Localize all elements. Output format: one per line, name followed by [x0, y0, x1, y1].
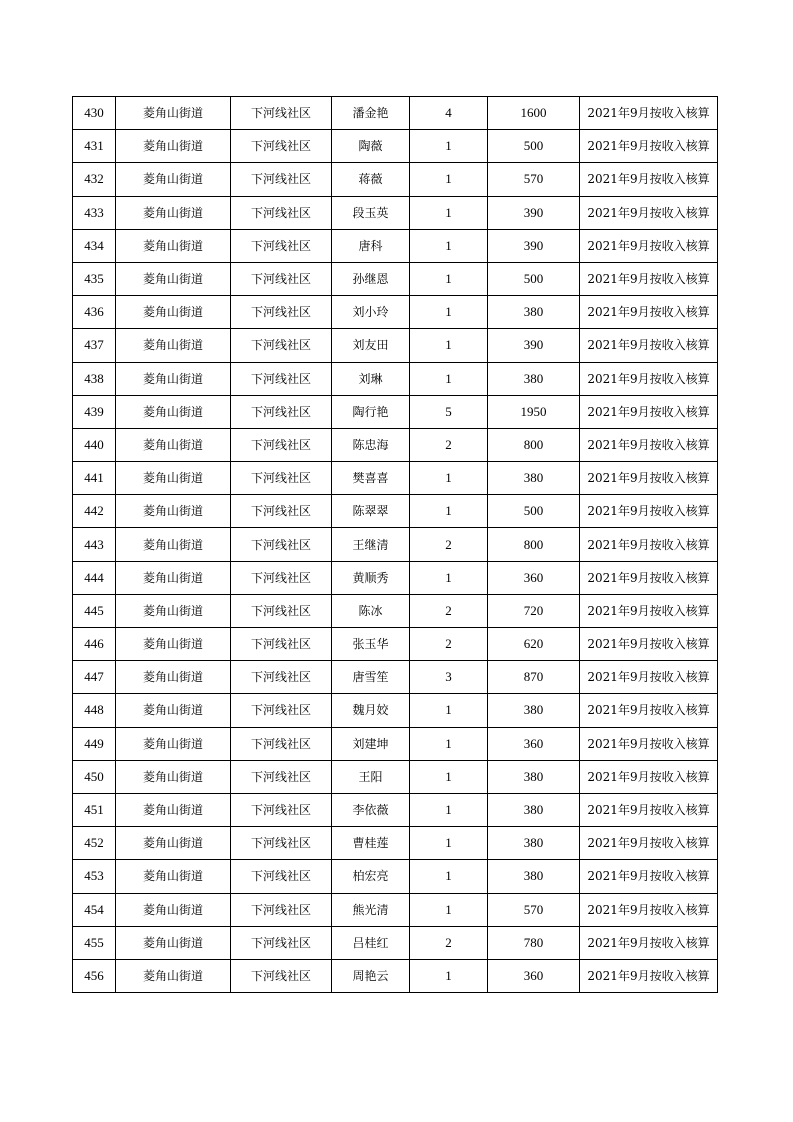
subsidy-amount-cell: 360: [488, 959, 580, 992]
table-row: [73, 860, 718, 893]
subsidy-amount-cell: 720: [488, 594, 580, 627]
household-size-cell: 2: [410, 528, 488, 561]
subsidy-amount-cell: 500: [488, 262, 580, 295]
row-number-cell: 435: [73, 262, 116, 295]
subsidy-amount-cell: 380: [488, 760, 580, 793]
note-cell: 2021年9月按收入核算: [580, 827, 718, 860]
community-cell: 下河线社区: [231, 130, 332, 163]
community-cell: 下河线社区: [231, 926, 332, 959]
recipient-name-cell: 陈翠翠: [332, 495, 410, 528]
note-cell: 2021年9月按收入核算: [580, 661, 718, 694]
row-number-cell: 432: [73, 163, 116, 196]
subsidy-amount-cell: 780: [488, 926, 580, 959]
street-cell: 菱角山街道: [116, 661, 231, 694]
household-size-cell: 1: [410, 694, 488, 727]
household-size-cell: 4: [410, 97, 488, 130]
street-cell: 菱角山街道: [116, 395, 231, 428]
note-cell: 2021年9月按收入核算: [580, 628, 718, 661]
household-size-cell: 2: [410, 926, 488, 959]
note-cell: 2021年9月按收入核算: [580, 727, 718, 760]
household-size-cell: 1: [410, 561, 488, 594]
household-size-cell: 1: [410, 462, 488, 495]
table-row: [73, 97, 718, 130]
street-cell: 菱角山街道: [116, 229, 231, 262]
street-cell: 菱角山街道: [116, 528, 231, 561]
community-cell: 下河线社区: [231, 893, 332, 926]
table-row: [73, 528, 718, 561]
recipient-name-cell: 陈冰: [332, 594, 410, 627]
street-cell: 菱角山街道: [116, 462, 231, 495]
street-cell: 菱角山街道: [116, 860, 231, 893]
subsidy-amount-cell: 380: [488, 827, 580, 860]
subsidy-amount-cell: 360: [488, 727, 580, 760]
row-number-cell: 442: [73, 495, 116, 528]
row-number-cell: 438: [73, 362, 116, 395]
table-row: [73, 594, 718, 627]
community-cell: 下河线社区: [231, 860, 332, 893]
note-cell: 2021年9月按收入核算: [580, 959, 718, 992]
household-size-cell: 1: [410, 495, 488, 528]
recipient-name-cell: 李依薇: [332, 793, 410, 826]
recipient-name-cell: 樊喜喜: [332, 462, 410, 495]
table-row: [73, 130, 718, 163]
household-size-cell: 3: [410, 661, 488, 694]
community-cell: 下河线社区: [231, 959, 332, 992]
row-number-cell: 456: [73, 959, 116, 992]
community-cell: 下河线社区: [231, 395, 332, 428]
row-number-cell: 440: [73, 428, 116, 461]
table-row: [73, 428, 718, 461]
street-cell: 菱角山街道: [116, 130, 231, 163]
household-size-cell: 1: [410, 163, 488, 196]
street-cell: 菱角山街道: [116, 196, 231, 229]
row-number-cell: 450: [73, 760, 116, 793]
street-cell: 菱角山街道: [116, 628, 231, 661]
recipient-name-cell: 张玉华: [332, 628, 410, 661]
subsidy-amount-cell: 360: [488, 561, 580, 594]
subsidy-amount-cell: 380: [488, 860, 580, 893]
row-number-cell: 433: [73, 196, 116, 229]
table-row: [73, 827, 718, 860]
subsidy-amount-cell: 390: [488, 329, 580, 362]
note-cell: 2021年9月按收入核算: [580, 462, 718, 495]
street-cell: 菱角山街道: [116, 893, 231, 926]
subsidy-amount-cell: 800: [488, 428, 580, 461]
recipient-name-cell: 唐雪笙: [332, 661, 410, 694]
note-cell: 2021年9月按收入核算: [580, 229, 718, 262]
note-cell: 2021年9月按收入核算: [580, 561, 718, 594]
recipient-name-cell: 陶行艳: [332, 395, 410, 428]
table-row: [73, 926, 718, 959]
note-cell: 2021年9月按收入核算: [580, 428, 718, 461]
community-cell: 下河线社区: [231, 97, 332, 130]
subsidy-amount-cell: 870: [488, 661, 580, 694]
subsidy-amount-cell: 390: [488, 229, 580, 262]
note-cell: 2021年9月按收入核算: [580, 395, 718, 428]
community-cell: 下河线社区: [231, 163, 332, 196]
note-cell: 2021年9月按收入核算: [580, 528, 718, 561]
recipient-name-cell: 蒋薇: [332, 163, 410, 196]
table-row: [73, 196, 718, 229]
community-cell: 下河线社区: [231, 628, 332, 661]
recipient-name-cell: 魏月姣: [332, 694, 410, 727]
street-cell: 菱角山街道: [116, 727, 231, 760]
row-number-cell: 439: [73, 395, 116, 428]
note-cell: 2021年9月按收入核算: [580, 760, 718, 793]
community-cell: 下河线社区: [231, 296, 332, 329]
note-cell: 2021年9月按收入核算: [580, 694, 718, 727]
note-cell: 2021年9月按收入核算: [580, 262, 718, 295]
table-row: [73, 760, 718, 793]
table-row: [73, 229, 718, 262]
community-cell: 下河线社区: [231, 594, 332, 627]
street-cell: 菱角山街道: [116, 97, 231, 130]
household-size-cell: 2: [410, 428, 488, 461]
community-cell: 下河线社区: [231, 760, 332, 793]
row-number-cell: 446: [73, 628, 116, 661]
household-size-cell: 1: [410, 130, 488, 163]
street-cell: 菱角山街道: [116, 495, 231, 528]
note-cell: 2021年9月按收入核算: [580, 97, 718, 130]
community-cell: 下河线社区: [231, 793, 332, 826]
table-row: [73, 495, 718, 528]
note-cell: 2021年9月按收入核算: [580, 362, 718, 395]
community-cell: 下河线社区: [231, 262, 332, 295]
community-cell: 下河线社区: [231, 495, 332, 528]
recipient-name-cell: 王继清: [332, 528, 410, 561]
household-size-cell: 2: [410, 628, 488, 661]
table-row: [73, 893, 718, 926]
recipient-name-cell: 陶薇: [332, 130, 410, 163]
street-cell: 菱角山街道: [116, 694, 231, 727]
household-size-cell: 1: [410, 760, 488, 793]
community-cell: 下河线社区: [231, 561, 332, 594]
note-cell: 2021年9月按收入核算: [580, 594, 718, 627]
recipient-name-cell: 刘友田: [332, 329, 410, 362]
row-number-cell: 437: [73, 329, 116, 362]
street-cell: 菱角山街道: [116, 362, 231, 395]
street-cell: 菱角山街道: [116, 163, 231, 196]
household-size-cell: 1: [410, 727, 488, 760]
subsidy-amount-cell: 800: [488, 528, 580, 561]
household-size-cell: 1: [410, 362, 488, 395]
note-cell: 2021年9月按收入核算: [580, 860, 718, 893]
subsidy-amount-cell: 570: [488, 893, 580, 926]
subsidy-amount-cell: 380: [488, 793, 580, 826]
household-size-cell: 1: [410, 860, 488, 893]
street-cell: 菱角山街道: [116, 827, 231, 860]
recipient-table-body: [73, 97, 718, 993]
community-cell: 下河线社区: [231, 229, 332, 262]
row-number-cell: 447: [73, 661, 116, 694]
street-cell: 菱角山街道: [116, 428, 231, 461]
household-size-cell: 1: [410, 229, 488, 262]
recipient-table: [72, 96, 718, 993]
table-row: [73, 793, 718, 826]
community-cell: 下河线社区: [231, 694, 332, 727]
subsidy-amount-cell: 500: [488, 495, 580, 528]
row-number-cell: 430: [73, 97, 116, 130]
table-row: [73, 362, 718, 395]
row-number-cell: 444: [73, 561, 116, 594]
household-size-cell: 1: [410, 793, 488, 826]
household-size-cell: 1: [410, 296, 488, 329]
household-size-cell: 1: [410, 893, 488, 926]
row-number-cell: 453: [73, 860, 116, 893]
recipient-name-cell: 孙继恩: [332, 262, 410, 295]
row-number-cell: 436: [73, 296, 116, 329]
household-size-cell: 5: [410, 395, 488, 428]
street-cell: 菱角山街道: [116, 959, 231, 992]
community-cell: 下河线社区: [231, 528, 332, 561]
table-row: [73, 959, 718, 992]
recipient-name-cell: 熊光清: [332, 893, 410, 926]
subsidy-amount-cell: 1600: [488, 97, 580, 130]
subsidy-amount-cell: 380: [488, 296, 580, 329]
recipient-name-cell: 陈忠海: [332, 428, 410, 461]
table-row: [73, 329, 718, 362]
row-number-cell: 434: [73, 229, 116, 262]
household-size-cell: 1: [410, 329, 488, 362]
recipient-name-cell: 柏宏亮: [332, 860, 410, 893]
street-cell: 菱角山街道: [116, 329, 231, 362]
community-cell: 下河线社区: [231, 329, 332, 362]
table-row: [73, 262, 718, 295]
subsidy-amount-cell: 390: [488, 196, 580, 229]
subsidy-amount-cell: 380: [488, 362, 580, 395]
note-cell: 2021年9月按收入核算: [580, 163, 718, 196]
street-cell: 菱角山街道: [116, 926, 231, 959]
community-cell: 下河线社区: [231, 196, 332, 229]
row-number-cell: 448: [73, 694, 116, 727]
row-number-cell: 455: [73, 926, 116, 959]
community-cell: 下河线社区: [231, 827, 332, 860]
recipient-name-cell: 黄顺秀: [332, 561, 410, 594]
recipient-name-cell: 王阳: [332, 760, 410, 793]
table-row: [73, 628, 718, 661]
row-number-cell: 454: [73, 893, 116, 926]
subsidy-amount-cell: 380: [488, 462, 580, 495]
household-size-cell: 1: [410, 196, 488, 229]
recipient-name-cell: 刘建坤: [332, 727, 410, 760]
subsidy-amount-cell: 380: [488, 694, 580, 727]
community-cell: 下河线社区: [231, 727, 332, 760]
community-cell: 下河线社区: [231, 462, 332, 495]
note-cell: 2021年9月按收入核算: [580, 329, 718, 362]
recipient-name-cell: 曹桂莲: [332, 827, 410, 860]
recipient-name-cell: 段玉英: [332, 196, 410, 229]
note-cell: 2021年9月按收入核算: [580, 893, 718, 926]
recipient-name-cell: 刘小玲: [332, 296, 410, 329]
street-cell: 菱角山街道: [116, 760, 231, 793]
table-row: [73, 561, 718, 594]
note-cell: 2021年9月按收入核算: [580, 296, 718, 329]
street-cell: 菱角山街道: [116, 296, 231, 329]
table-row: [73, 462, 718, 495]
note-cell: 2021年9月按收入核算: [580, 926, 718, 959]
row-number-cell: 431: [73, 130, 116, 163]
table-row: [73, 661, 718, 694]
subsidy-amount-cell: 500: [488, 130, 580, 163]
household-size-cell: 1: [410, 959, 488, 992]
recipient-name-cell: 吕桂红: [332, 926, 410, 959]
household-size-cell: 2: [410, 594, 488, 627]
table-row: [73, 694, 718, 727]
recipient-name-cell: 唐科: [332, 229, 410, 262]
row-number-cell: 441: [73, 462, 116, 495]
subsidy-amount-cell: 620: [488, 628, 580, 661]
note-cell: 2021年9月按收入核算: [580, 793, 718, 826]
street-cell: 菱角山街道: [116, 561, 231, 594]
table-row: [73, 727, 718, 760]
street-cell: 菱角山街道: [116, 594, 231, 627]
recipient-name-cell: 刘琳: [332, 362, 410, 395]
community-cell: 下河线社区: [231, 362, 332, 395]
household-size-cell: 1: [410, 262, 488, 295]
row-number-cell: 443: [73, 528, 116, 561]
note-cell: 2021年9月按收入核算: [580, 130, 718, 163]
row-number-cell: 451: [73, 793, 116, 826]
row-number-cell: 452: [73, 827, 116, 860]
subsidy-amount-cell: 1950: [488, 395, 580, 428]
community-cell: 下河线社区: [231, 661, 332, 694]
community-cell: 下河线社区: [231, 428, 332, 461]
street-cell: 菱角山街道: [116, 262, 231, 295]
subsidy-amount-cell: 570: [488, 163, 580, 196]
table-row: [73, 163, 718, 196]
recipient-name-cell: 潘金艳: [332, 97, 410, 130]
row-number-cell: 445: [73, 594, 116, 627]
household-size-cell: 1: [410, 827, 488, 860]
note-cell: 2021年9月按收入核算: [580, 196, 718, 229]
recipient-name-cell: 周艳云: [332, 959, 410, 992]
row-number-cell: 449: [73, 727, 116, 760]
table-row: [73, 395, 718, 428]
street-cell: 菱角山街道: [116, 793, 231, 826]
note-cell: 2021年9月按收入核算: [580, 495, 718, 528]
table-row: [73, 296, 718, 329]
